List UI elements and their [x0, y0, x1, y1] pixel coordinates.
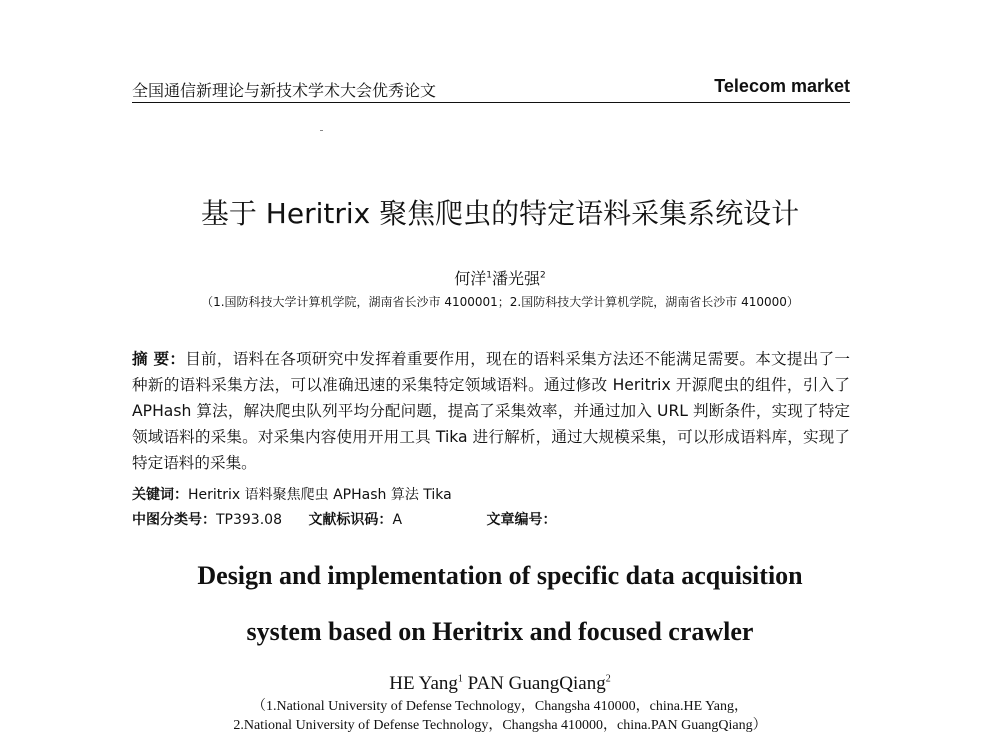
chinese-author-2: 潘光强 — [492, 269, 541, 288]
chinese-author-1: 何洋 — [454, 269, 487, 288]
conference-name: 全国通信新理论与新技术学术大会优秀论文 — [132, 81, 437, 100]
classification-line — [132, 509, 850, 529]
english-author-2-sup: 2 — [605, 673, 611, 685]
english-authors — [0, 673, 1000, 695]
keywords-text: Heritrix 语料聚焦爬虫 APHash 算法 Tika — [188, 487, 452, 503]
english-affiliation — [0, 697, 1000, 735]
keywords-label: 关键词： — [132, 487, 188, 503]
english-affiliation-line-1: （1.National University of Defense Technology，Changsha 410000，china.HE Yang， — [251, 699, 749, 714]
header-rule — [132, 102, 850, 103]
english-author-1: HE Yang — [389, 673, 458, 694]
doc-code-item — [308, 509, 402, 529]
english-title-line-2: system based on Heritrix and focused crawler — [246, 617, 754, 646]
chinese-author-1-sup: 1 — [486, 270, 492, 281]
abstract-text: 目前，语料在各项研究中发挥着重要作用，现在的语料采集方法还不能满足需要。本文提出了一种新的语料采集方法，可以准确迅速的采集特定领域语料。通过修改 Heritrix 开源爬虫的组件，引入了 APHash 算法，解决爬虫队列平均分配问题，提高了采集效率，并通过加入 URL 判断条件，实现了特定领域语料的采集。对采集内容使用开用工具 Tika 进行解析，通过大规模采集，可以形成语料库，实现了特定语料的采集。 — [132, 350, 850, 472]
chinese-authors — [0, 266, 1000, 289]
chinese-keywords — [132, 484, 850, 504]
english-author-2: PAN GuangQiang — [467, 673, 606, 694]
doc-code-value: A — [392, 512, 403, 528]
chinese-author-2-sup: 2 — [540, 270, 546, 281]
chinese-affiliation: （1.国防科技大学计算机学院，湖南省长沙市 4100001；2.国防科技大学计算机学院，湖南省长沙市 410000） — [201, 295, 799, 309]
article-no-label: 文章编号： — [486, 512, 557, 528]
journal-name: Telecom market — [714, 76, 850, 96]
clc-label: 中图分类号： — [132, 512, 216, 528]
english-author-1-sup: 1 — [457, 673, 463, 685]
scan-speck — [320, 130, 323, 131]
chinese-abstract — [132, 346, 850, 476]
english-affiliation-line-2: 2.National University of Defense Technology，Changsha 410000，china.PAN GuangQiang） — [233, 718, 767, 733]
chinese-title: 基于 Heritrix 聚焦爬虫的特定语料采集系统设计 — [200, 197, 800, 230]
english-title — [0, 548, 1000, 660]
clc-item — [132, 509, 282, 529]
clc-value: TP393.08 — [216, 512, 282, 528]
article-no-item — [486, 509, 556, 529]
doc-code-label: 文献标识码： — [308, 512, 393, 528]
abstract-label: 摘 要： — [132, 350, 186, 368]
english-title-line-1: Design and implementation of specific data acquisition — [197, 561, 803, 590]
running-header — [132, 76, 850, 102]
